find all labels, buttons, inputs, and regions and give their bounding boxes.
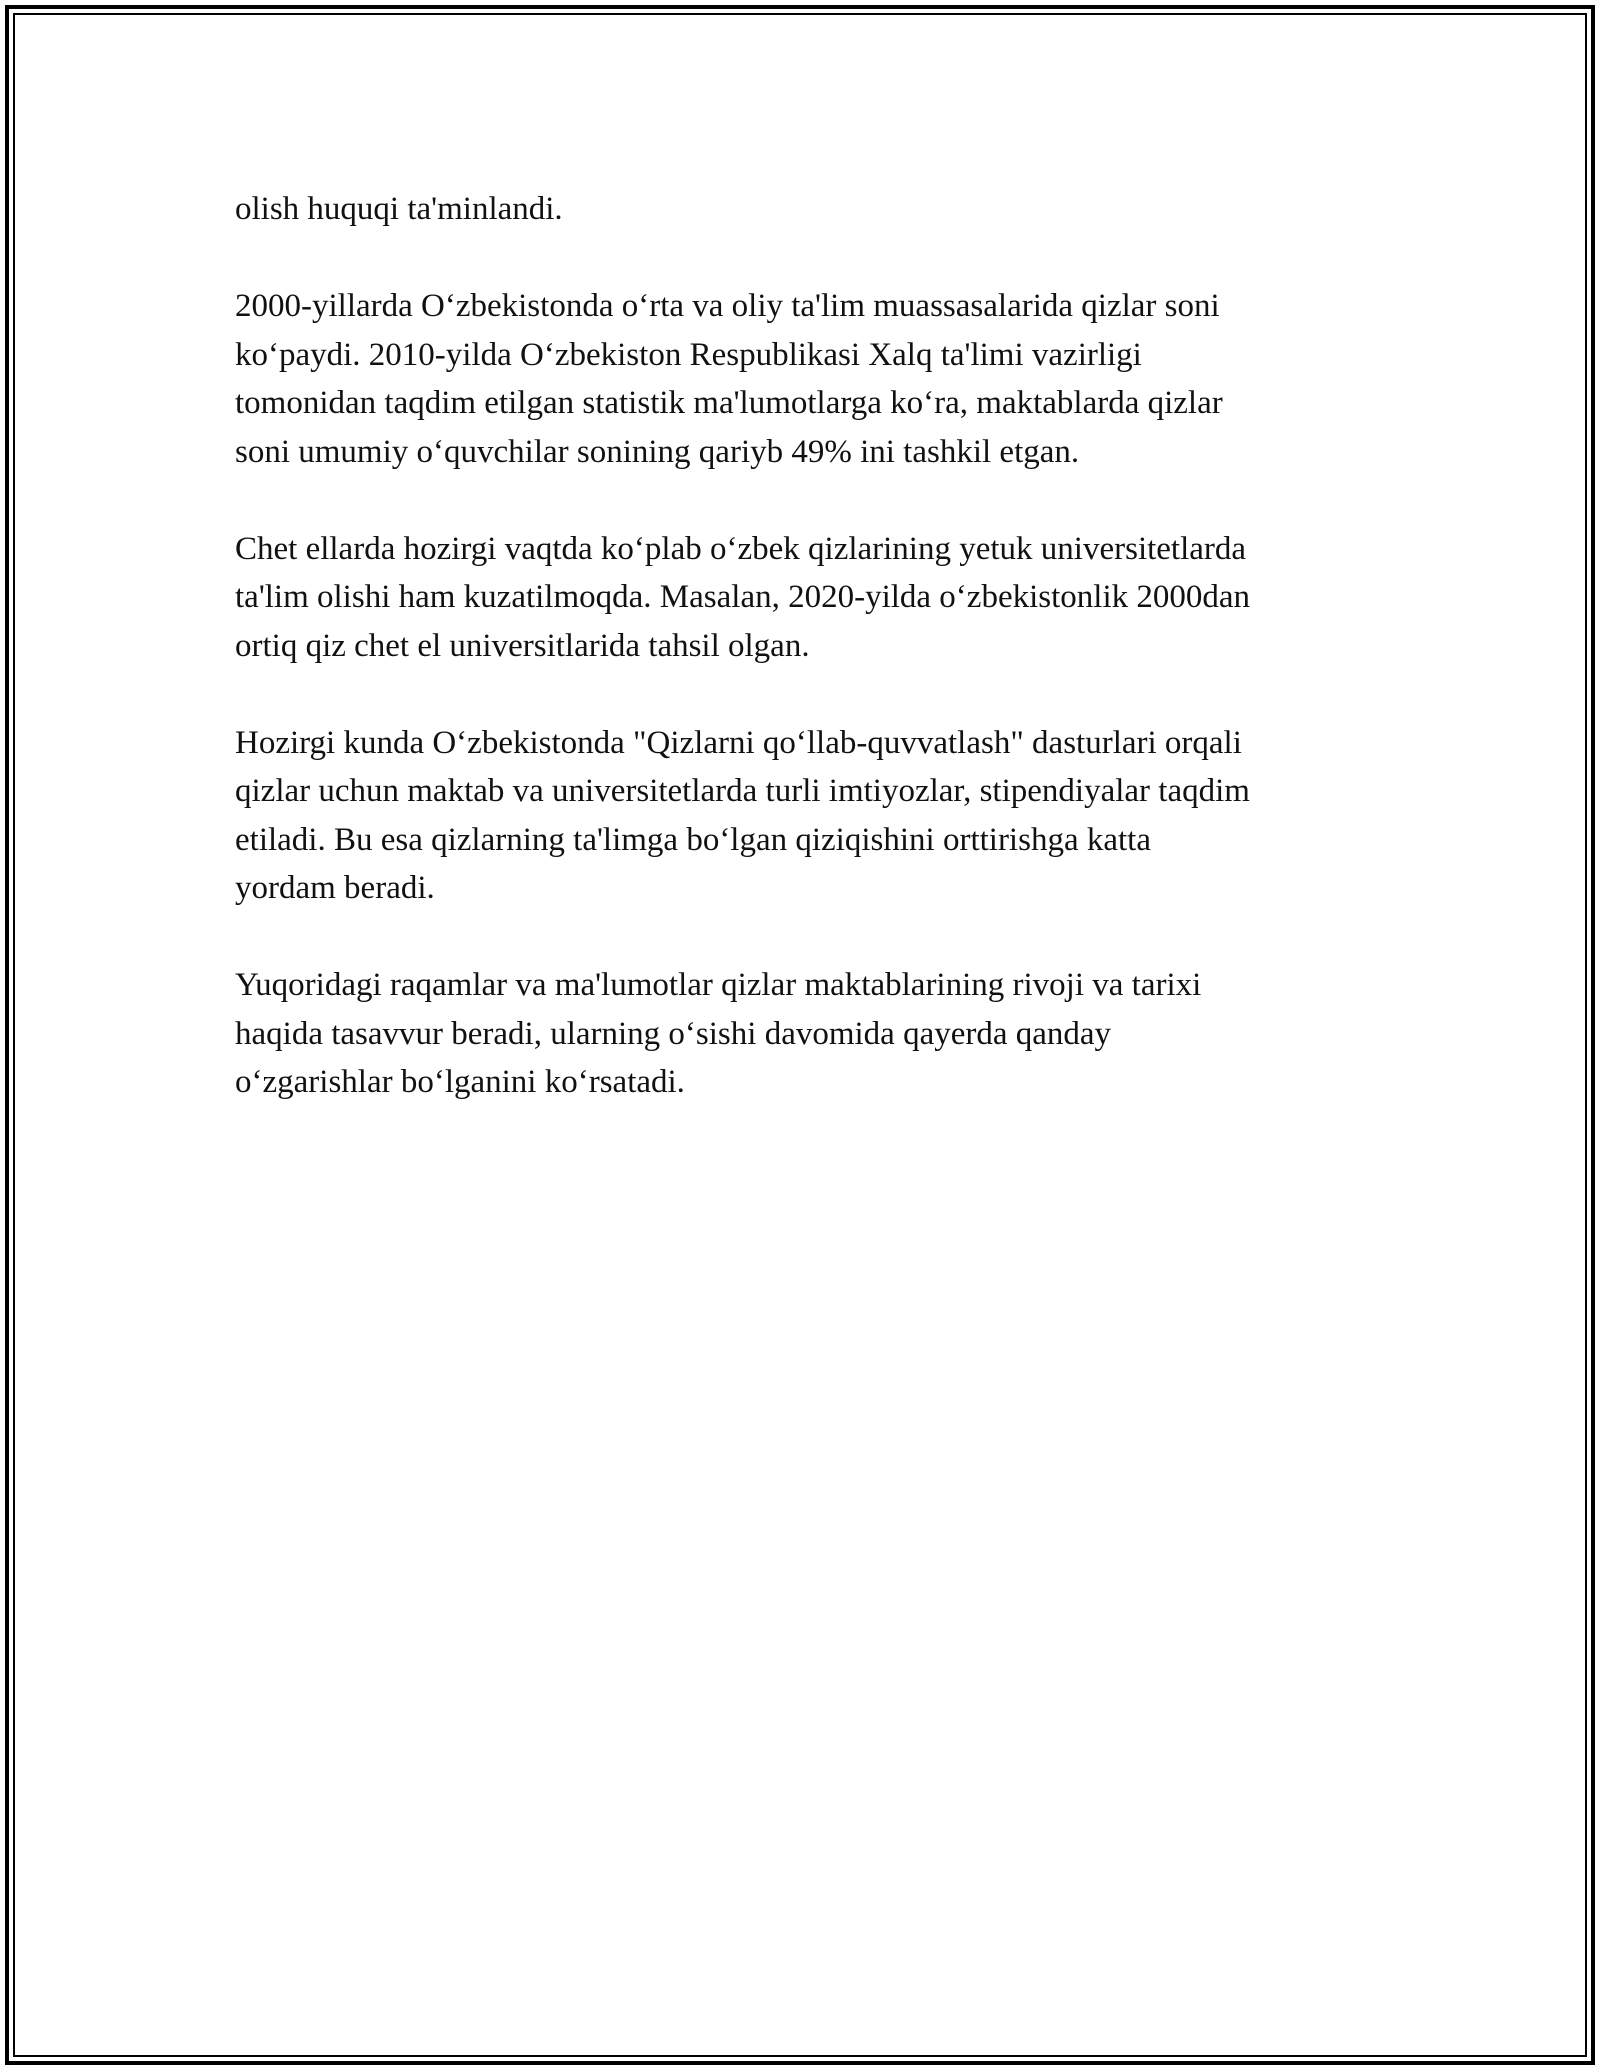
paragraph-1: olish huquqi ta'minlandi. [235, 191, 563, 227]
document-body [235, 185, 1375, 1155]
paragraph-3: Chet ellarda hozirgi vaqtda ko‘plab o‘zbek qizlarining yetuk universitetlarda ta'lim olishi ham kuzatilmoqda. Masalan, 2020-yilda o‘zbekistonlik 2000dan ortiq qiz chet el universitlarida tahsil olgan. [235, 530, 1251, 664]
paragraph-4: Hozirgi kunda O‘zbekistonda "Qizlarni qo‘llab-quvvatlash" dasturlari orqali qizlar uchun maktab va universitetlarda turli imtiyozlar, stipendiyalar taqdim etiladi. Bu esa qizlarning ta'limga bo‘lgan qiziqishini orttirishga katta yordam beradi. [235, 724, 1250, 906]
paragraph-5: Yuqoridagi raqamlar va ma'lumotlar qizlar maktablarining rivoji va tarixi haqida tasavvur beradi, ularning o‘sishi davomida qayerda qanday o‘zgarishlar bo‘lganini ko‘rsatadi. [235, 967, 1202, 1100]
paragraph-2: 2000-yillarda O‘zbekistonda o‘rta va oliy ta'lim muassasalarida qizlar soni ko‘paydi. 2010-yilda O‘zbekiston Respublikasi Xalq ta'limi vazirligi tomonidan taqdim etilgan statistik ma'lumotlarga ko‘ra, maktablarda qizlar soni umumiy o‘quvchilar sonining qariyb 49% ini tashkil etgan. [235, 288, 1223, 470]
